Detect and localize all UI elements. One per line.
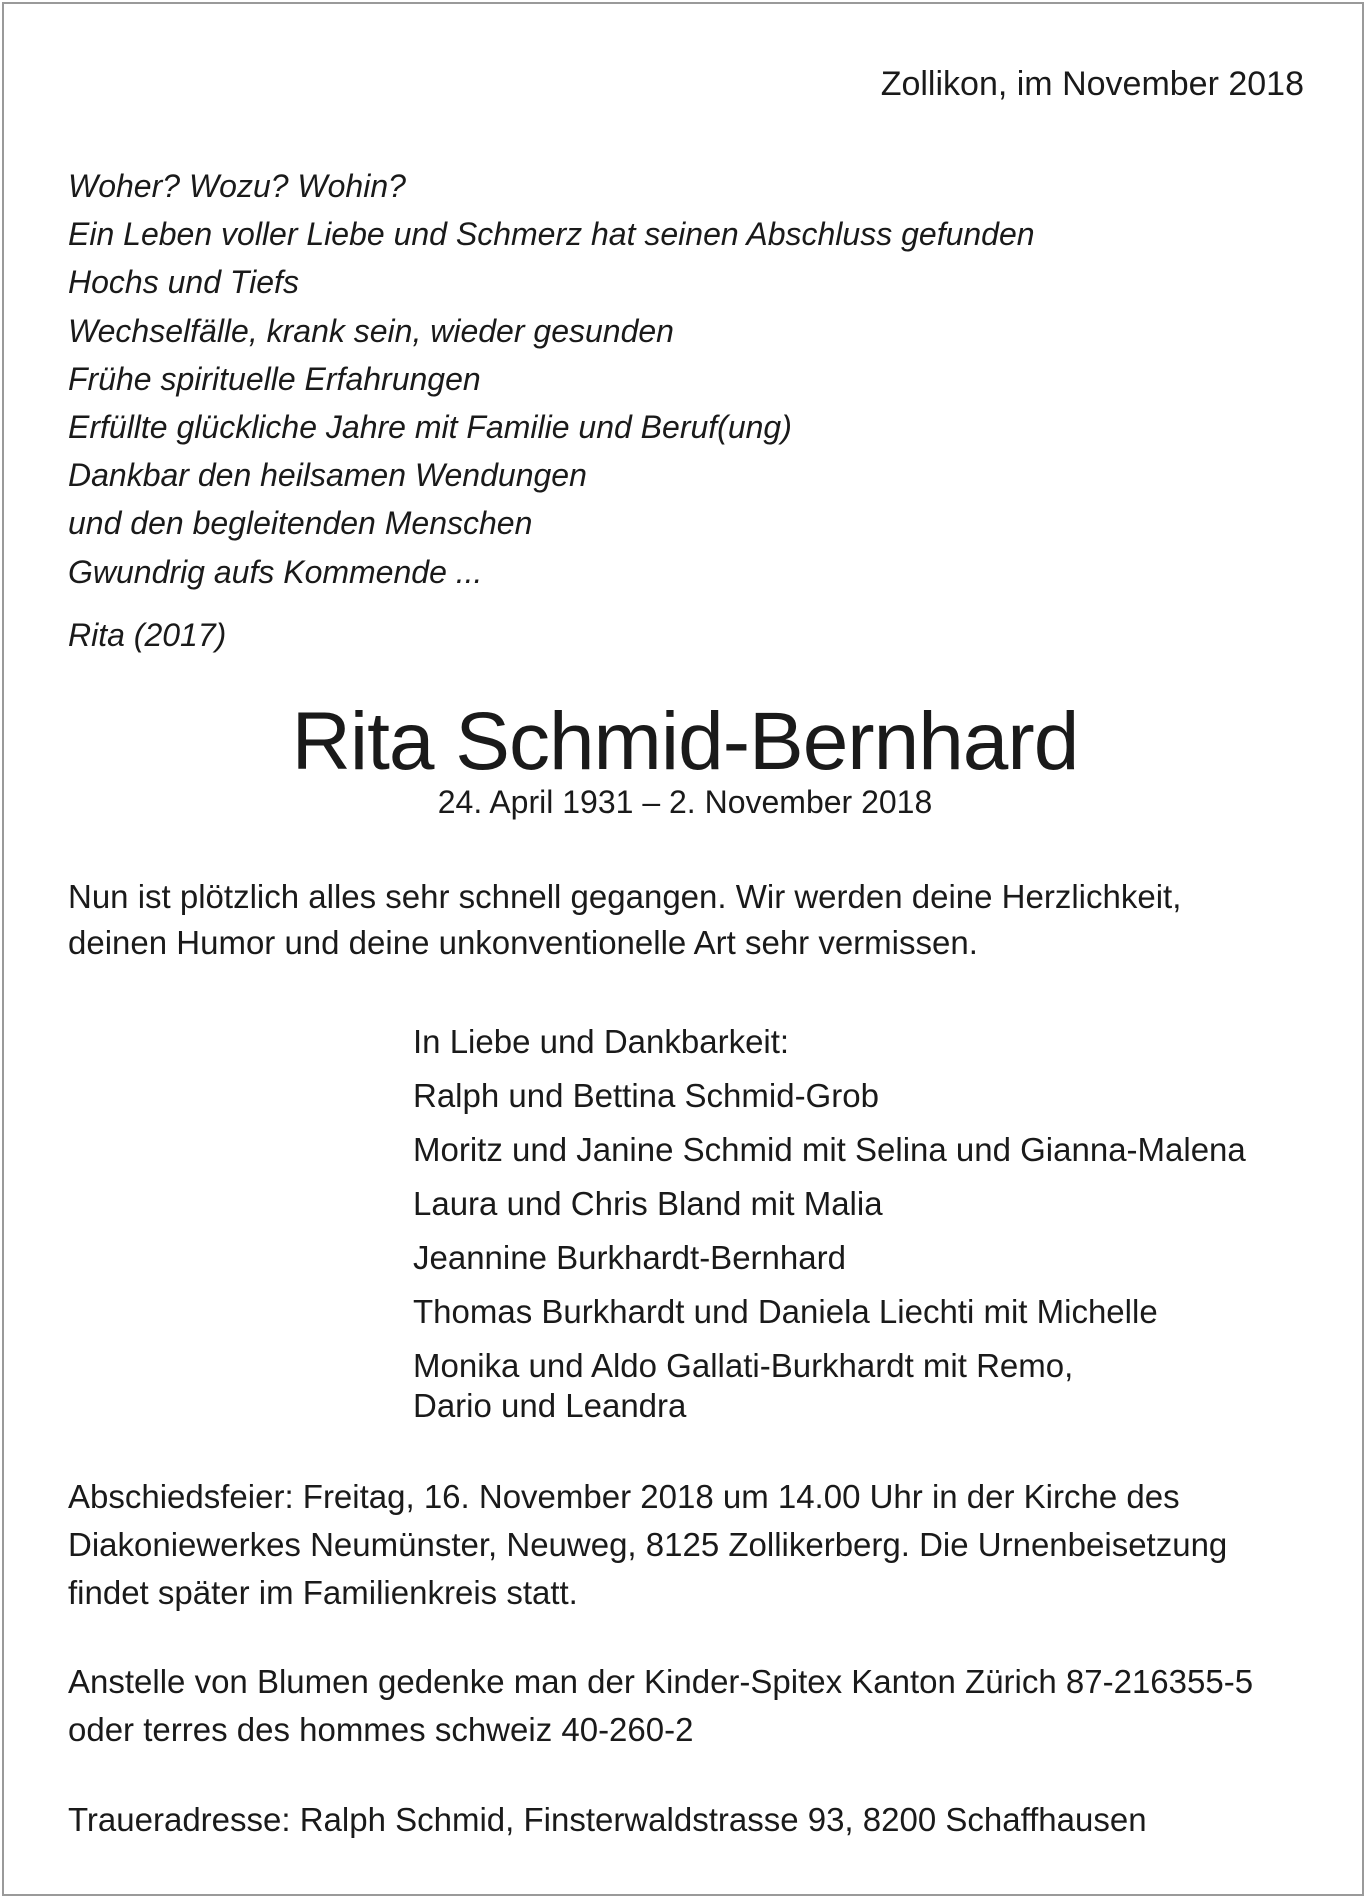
message-line: Nun ist plötzlich alles sehr schnell gegangen. Wir werden deine Herzlichkeit, <box>68 878 1182 915</box>
poem-line: Gwundrig aufs Kommende ... <box>68 553 483 590</box>
mourner-entry-line: Dario und Leandra <box>413 1387 687 1424</box>
poem-line: und den begleitenden Menschen <box>68 505 533 542</box>
poem-line: Wechselfälle, krank sein, wieder gesunden <box>68 312 674 349</box>
ceremony-info <box>68 1473 1227 1617</box>
mourner-entry: Moritz und Janine Schmid mit Selina und Gianna-Malena <box>413 1131 1246 1168</box>
mourner-entry-line: Monika und Aldo Gallati-Burkhardt mit Remo, <box>413 1347 1074 1384</box>
message-line: deinen Humor und deine unkonventionelle Art sehr vermissen. <box>68 924 978 961</box>
mourner-entry: Ralph und Bettina Schmid-Grob <box>413 1077 879 1114</box>
mourner-entry: Laura und Chris Bland mit Malia <box>413 1185 883 1222</box>
poem-attribution: Rita (2017) <box>68 617 227 653</box>
dateline: Zollikon, im November 2018 <box>880 65 1304 103</box>
ceremony-line: Abschiedsfeier: Freitag, 16. November 2018 um 14.00 Uhr in der Kirche des <box>68 1478 1180 1515</box>
poem-line: Woher? Wozu? Wohin? <box>68 168 406 204</box>
donation-line: oder terres des hommes schweiz 40-260-2 <box>68 1711 694 1748</box>
poem-line: Ein Leben voller Liebe und Schmerz hat seinen Abschluss gefunden <box>68 216 1035 253</box>
ceremony-line: Diakoniewerkes Neumünster, Neuweg, 8125 Zollikerberg. Die Urnenbeisetzung <box>68 1526 1228 1563</box>
mourner-entry: Thomas Burkhardt und Daniela Liechti mit Michelle <box>413 1293 1158 1330</box>
poem-line: Dankbar den heilsamen Wendungen <box>68 457 587 494</box>
poem <box>68 162 1035 596</box>
farewell-message <box>68 874 1181 966</box>
poem-line: Hochs und Tiefs <box>68 264 299 301</box>
donation-line: Anstelle von Blumen gedenke man der Kinder-Spitex Kanton Zürich 87-216355-5 <box>68 1663 1254 1700</box>
life-dates: 24. April 1931 – 2. November 2018 <box>437 784 933 820</box>
deceased-name: Rita Schmid-Bernhard <box>291 696 1079 787</box>
mourners-list <box>413 1022 1246 1426</box>
donation-info <box>68 1658 1253 1754</box>
mourner-entry: Jeannine Burkhardt-Bernhard <box>413 1239 846 1276</box>
ceremony-line: findet später im Familienkreis statt. <box>68 1574 578 1611</box>
poem-line: Erfüllte glückliche Jahre mit Familie und Beruf(ung) <box>68 409 792 446</box>
poem-line: Frühe spirituelle Erfahrungen <box>68 360 481 397</box>
mourners-heading: In Liebe und Dankbarkeit: <box>413 1023 790 1060</box>
mourner-entry <box>413 1346 1246 1426</box>
mourning-address: Traueradresse: Ralph Schmid, Finsterwaldstrasse 93, 8200 Schaffhausen <box>68 1801 1147 1838</box>
